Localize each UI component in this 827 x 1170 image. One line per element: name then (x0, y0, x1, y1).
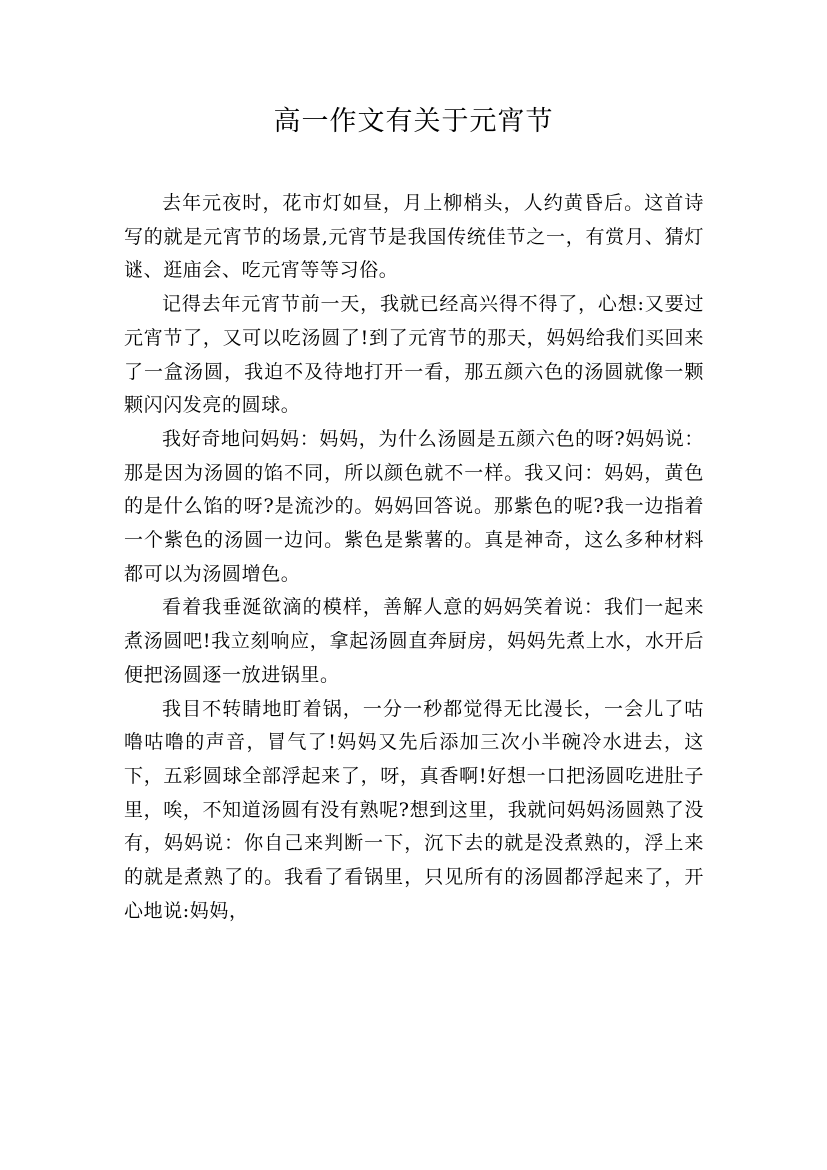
paragraph: 记得去年元宵节前一天，我就已经高兴得不得了，心想:又要过元宵节了，又可以吃汤圆了!到了元宵节的那天，妈妈给我们买回来了一盒汤圆，我迫不及待地打开一看，那五颜六色的汤圆就像一颗颗闪闪发亮的圆球。 (124, 293, 704, 417)
paragraph: 我目不转睛地盯着锅，一分一秒都觉得无比漫长，一会儿了咕噜咕噜的声音，冒气了!妈妈又先后添加三次小半碗冷水进去，这下，五彩圆球全部浮起来了，呀，真香啊!好想一口把汤圆吃进肚子里，唉，不知道汤圆有没有熟呢?想到这里，我就问妈妈汤圆熟了没有，妈妈说：你自己来判断一下，沉下去的就是没煮熟的，浮上来的就是煮熟了的。我看了看锅里，只见所有的汤圆都浮起来了，开心地说:妈妈， (124, 697, 704, 922)
paragraph: 我好奇地问妈妈：妈妈，为什么汤圆是五颜六色的呀?妈妈说：那是因为汤圆的馅不同，所以颜色就不一样。我又问：妈妈，黄色的是什么馅的呀?是流沙的。妈妈回答说。那紫色的呢?我一边指着一个紫色的汤圆一边问。紫色是紫薯的。真是神奇，这么多种材料都可以为汤圆增色。 (124, 427, 704, 585)
document-body (124, 187, 704, 928)
document-title: 高一作文有关于元宵节 (273, 106, 554, 137)
paragraph: 去年元夜时，花市灯如昼，月上柳梢头，人约黄昏后。这首诗写的就是元宵节的场景,元宵节是我国传统佳节之一，有赏月、猜灯谜、逛庙会、吃元宵等等习俗。 (124, 192, 704, 282)
paragraph: 看着我垂涎欲滴的模样，善解人意的妈妈笑着说：我们一起来煮汤圆吧!我立刻响应，拿起汤圆直奔厨房，妈妈先煮上水，水开后便把汤圆逐一放进锅里。 (124, 596, 704, 686)
